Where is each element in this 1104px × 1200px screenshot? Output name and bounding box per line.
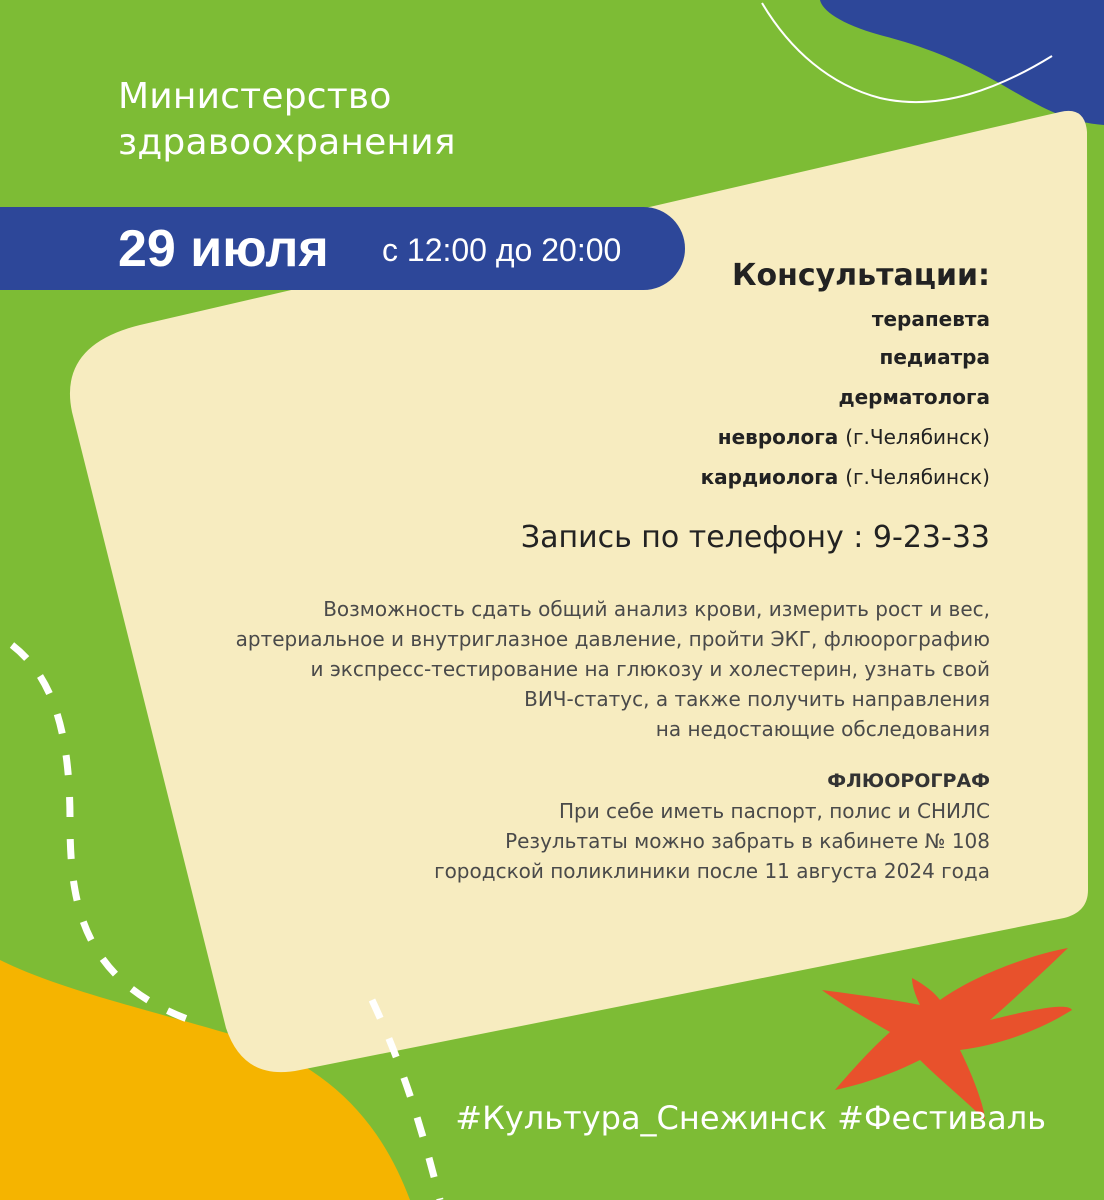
ministry-heading xyxy=(118,74,638,166)
fluorograph-line: городской поликлиники после 11 августа 2024 года xyxy=(434,859,990,883)
specialist-item xyxy=(838,384,990,410)
specialist-name: дерматолога xyxy=(838,385,990,409)
specialist-name: невролога xyxy=(717,425,839,449)
description-line: и экспресс-тестирование на глюкозу и холестерин, узнать свой xyxy=(310,657,990,681)
specialist-item xyxy=(872,306,990,332)
specialist-name: педиатра xyxy=(879,345,990,369)
specialist-city: (г.Челябинск) xyxy=(845,425,990,449)
event-date: 29 июля xyxy=(118,220,329,278)
ministry-line-2: здравоохранения xyxy=(118,122,456,163)
fluorograph-line: При себе иметь паспорт, полис и СНИЛС xyxy=(558,799,990,823)
specialist-name: кардиолога xyxy=(700,465,839,489)
hashtags[interactable]: #Культура_Снежинск #Фестиваль xyxy=(455,1099,1046,1137)
description-line: ВИЧ-статус, а также получить направления xyxy=(524,687,990,711)
event-time: с 12:00 до 20:00 xyxy=(382,232,622,268)
phone-line: Запись по телефону : 9-23-33 xyxy=(520,520,990,555)
fluorograph-line: Результаты можно забрать в кабинете № 108 xyxy=(505,829,990,853)
fluorograph-title: ФЛЮОРОГРАФ xyxy=(827,770,990,792)
specialist-item xyxy=(880,344,990,370)
navy-blob-shape xyxy=(820,0,1104,125)
description-line: на недостающие обследования xyxy=(655,717,990,741)
specialist-item xyxy=(718,424,990,450)
specialist-item xyxy=(701,464,990,490)
red-star-shape xyxy=(822,948,1072,1120)
description-line: Возможность сдать общий анализ крови, измерить рост и вес, xyxy=(323,597,990,621)
specialist-city: (г.Челябинск) xyxy=(845,465,990,489)
specialist-name: терапевта xyxy=(871,307,990,331)
ministry-line-1: Министерство xyxy=(118,76,392,117)
consultations-title: Консультации: xyxy=(731,258,990,293)
description-line: артериальное и внутриглазное давление, пройти ЭКГ, флюорографию xyxy=(235,627,990,651)
